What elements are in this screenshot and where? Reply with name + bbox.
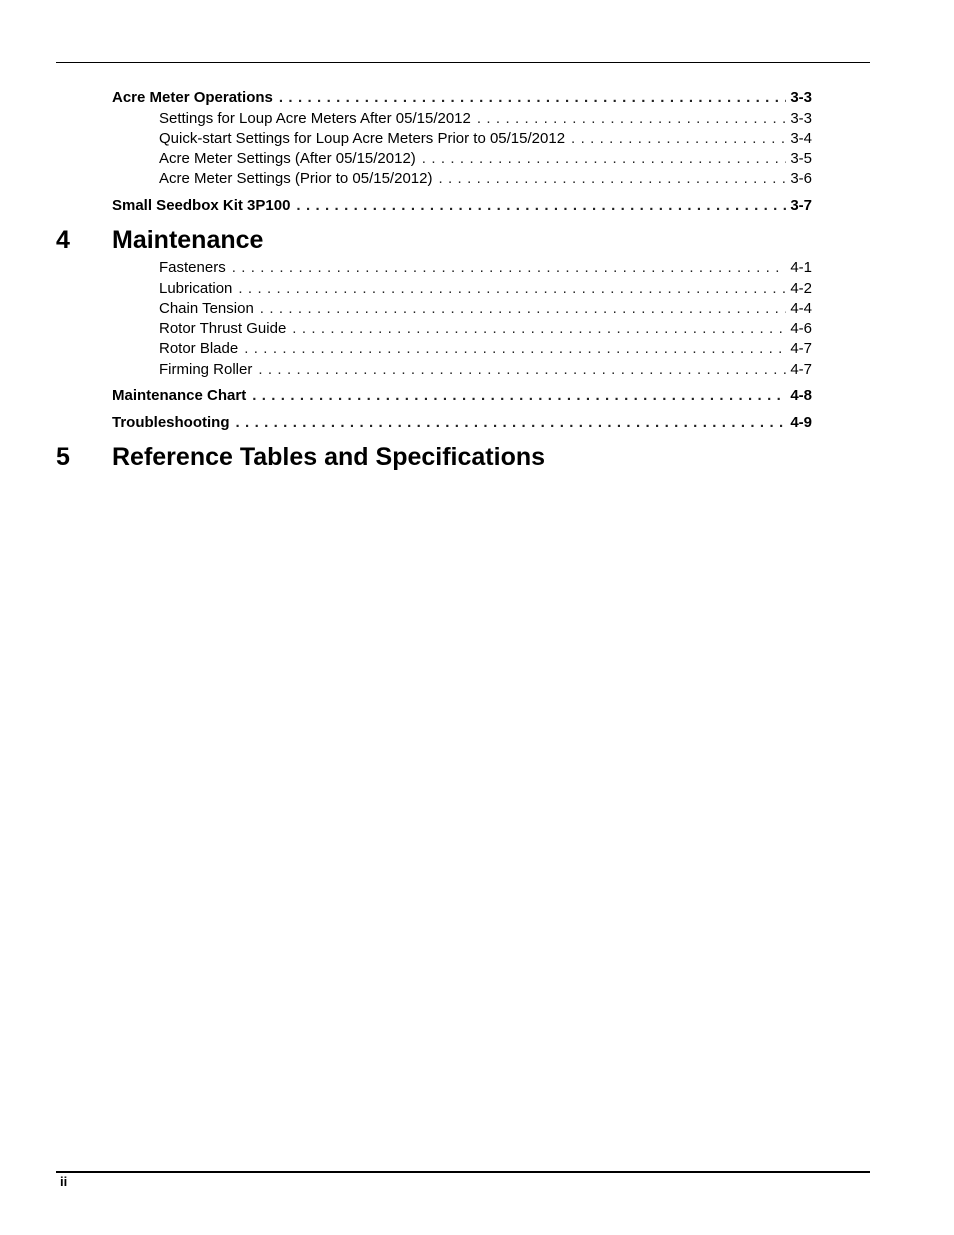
toc-entry-page: 3-3 [790,89,812,106]
chapter-heading-reference-tables[interactable] [56,442,545,472]
toc-entry-page: 3-6 [790,170,812,187]
toc-entry-firming-roller[interactable] [159,361,812,379]
toc-entry-settings-after[interactable] [159,110,812,128]
dot-leader [258,361,786,379]
toc-entry-page: 4-2 [790,280,812,297]
dot-leader [279,89,786,107]
dot-leader [422,150,787,168]
toc-entry-title: Small Seedbox Kit 3P100 [112,197,291,214]
toc-entry-page: 4-7 [790,340,812,357]
toc-entry-page: 4-7 [790,361,812,378]
toc-entry-title: Troubleshooting [112,414,230,431]
toc-entry-troubleshooting[interactable] [112,414,812,432]
page-number: ii [60,1174,68,1189]
toc-entry-title: Lubrication [159,280,233,297]
toc-entry-page: 3-5 [790,150,812,167]
toc-entry-acre-meter-settings-prior[interactable] [159,170,812,188]
toc-entry-title: Acre Meter Settings (Prior to 05/15/2012) [159,170,433,187]
dot-leader [296,197,786,215]
toc-entry-acre-meter-operations[interactable] [112,89,812,107]
dot-leader [238,280,786,298]
toc-entry-title: Acre Meter Operations [112,89,273,106]
toc-entry-title: Fasteners [159,259,226,276]
toc-entry-page: 4-8 [790,387,812,404]
toc-entry-title: Settings for Loup Acre Meters After 05/15/2012 [159,110,471,127]
toc-entry-small-seedbox-kit[interactable] [112,197,812,215]
toc-entry-page: 4-1 [790,259,812,276]
toc-entry-rotor-thrust-guide[interactable] [159,320,812,338]
toc-entry-page: 3-7 [790,197,812,214]
chapter-heading-maintenance[interactable] [56,225,263,255]
header-rule [56,62,870,63]
chapter-title: Maintenance [112,226,264,254]
toc-entry-title: Acre Meter Settings (After 05/15/2012) [159,150,416,167]
toc-entry-page: 3-3 [790,110,812,127]
toc-entry-maintenance-chart[interactable] [112,387,812,405]
toc-entry-lubrication[interactable] [159,280,812,298]
chapter-number: 5 [56,443,70,471]
toc-entry-title: Maintenance Chart [112,387,247,404]
chapter-number: 4 [56,226,70,254]
dot-leader [477,110,786,128]
dot-leader [244,340,786,358]
chapter-title: Reference Tables and Specifications [112,443,546,471]
toc-entry-page: 4-9 [790,414,812,431]
dot-leader [571,130,786,148]
footer-rule [56,1171,870,1173]
toc-entry-title: Chain Tension [159,300,254,317]
toc-entry-page: 4-6 [790,320,812,337]
toc-entry-chain-tension[interactable] [159,300,812,318]
toc-entry-quick-start-settings[interactable] [159,130,812,148]
toc-entry-acre-meter-settings-after[interactable] [159,150,812,168]
dot-leader [438,170,786,188]
toc-entry-page: 4-4 [790,300,812,317]
toc-entry-title: Rotor Blade [159,340,239,357]
dot-leader [236,414,787,432]
toc-entry-rotor-blade[interactable] [159,340,812,358]
toc-entry-page: 3-4 [790,130,812,147]
toc-entry-fasteners[interactable] [159,259,812,277]
toc-entry-title: Rotor Thrust Guide [159,320,287,337]
toc-entry-title: Firming Roller [159,361,253,378]
dot-leader [252,387,786,405]
dot-leader [260,300,787,318]
dot-leader [292,320,786,338]
toc-entry-title: Quick-start Settings for Loup Acre Meters Prior to 05/15/2012 [159,130,566,147]
dot-leader [232,259,787,277]
